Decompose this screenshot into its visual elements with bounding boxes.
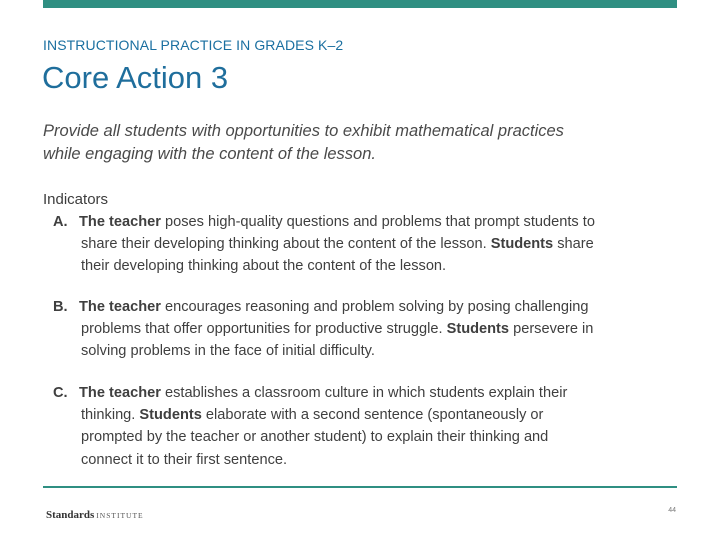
- page-number: 44: [668, 507, 676, 514]
- indicator-line: their developing thinking about the content of the lesson.: [81, 258, 447, 275]
- indicator-text: elaborate with a second sentence (spontaneously or: [201, 407, 544, 424]
- indicator-text: share: [553, 236, 594, 253]
- footer-divider: [43, 486, 677, 488]
- page-title: Core Action 3: [42, 60, 229, 95]
- students-label: Students: [490, 236, 554, 253]
- indicator-marker: C.: [53, 385, 68, 401]
- core-action-description: [43, 120, 683, 166]
- students-label: Students: [139, 407, 202, 424]
- teacher-label: The teacher: [79, 385, 161, 401]
- section-eyebrow: INSTRUCTIONAL PRACTICE IN GRADES K–2: [43, 37, 344, 53]
- students-label: Students: [446, 321, 510, 338]
- teacher-label: The teacher: [79, 214, 161, 230]
- indicator-line: [53, 318, 693, 340]
- indicators-heading: Indicators: [43, 191, 109, 208]
- top-accent-bar: [43, 0, 677, 8]
- indicator-text: problems that offer opportunities for productive struggle.: [81, 321, 447, 338]
- indicator-text: thinking.: [81, 407, 140, 424]
- logo-subtitle: INSTITUTE: [96, 511, 144, 520]
- indicator-line: solving problems in the face of initial difficulty.: [81, 343, 375, 360]
- logo-wordmark: Standards: [46, 509, 95, 521]
- indicator-marker: A.: [53, 214, 68, 230]
- indicator-marker: B.: [53, 299, 68, 315]
- indicator-line: [53, 296, 693, 318]
- indicator-text: establishes a classroom culture in which students explain their: [160, 385, 568, 401]
- indicator-line: [53, 233, 693, 255]
- indicator-text: encourages reasoning and problem solving by posing challenging: [160, 299, 589, 315]
- indicator-text: poses high-quality questions and problems that prompt students to: [160, 214, 595, 230]
- indicator-line: prompted by the teacher or another student) to explain their thinking and: [81, 429, 549, 446]
- teacher-label: The teacher: [79, 299, 161, 315]
- indicator-line: [53, 382, 693, 404]
- indicator-text: persevere in: [509, 321, 594, 338]
- description-line-2: while engaging with the content of the lesson.: [43, 145, 376, 163]
- indicator-b: [53, 296, 693, 363]
- standards-institute-logo: [46, 505, 144, 521]
- indicator-a: [53, 211, 693, 278]
- indicator-line: [53, 404, 693, 426]
- indicator-line: connect it to their first sentence.: [81, 451, 288, 468]
- description-line-1: Provide all students with opportunities to exhibit mathematical practices: [43, 122, 564, 140]
- indicator-c: [53, 382, 693, 471]
- indicator-line: [53, 211, 693, 233]
- indicator-text: share their developing thinking about the content of the lesson.: [81, 236, 491, 253]
